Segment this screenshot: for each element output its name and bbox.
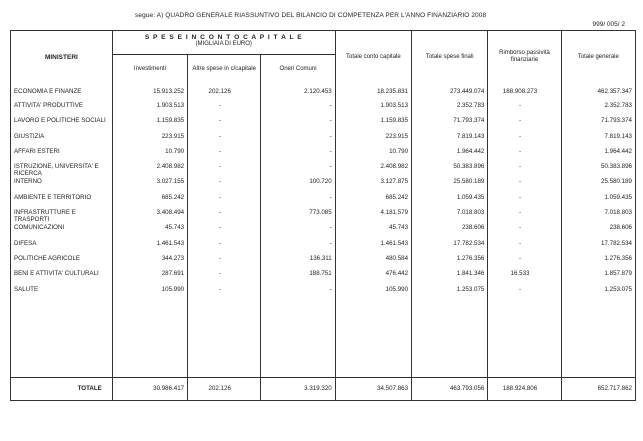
cell-oneri-comuni: 188.751 [261,270,335,285]
row-ministero: SALUTE [11,286,113,301]
header-totale-spese-finali: Totale spese finali [412,31,488,84]
cell-investimenti: 3.027.155 [112,178,187,193]
cell-oneri-comuni: - [261,163,335,178]
cell-investimenti: 10.790 [112,148,187,163]
cell-investimenti: 1.461.543 [112,240,187,255]
cell-totale-conto-capitale: 34.507.863 [335,377,411,400]
table-row [11,117,636,132]
cell-totale-generale: 17.782.534 [561,240,635,255]
cell-totale-generale: 1.964.442 [561,148,635,163]
cell-totale-conto-capitale: 10.790 [335,148,411,163]
row-ministero: COMUNICAZIONI [11,224,113,239]
cell-totale-spese-finali: 1.276.356 [412,255,488,270]
cell-totale-spese-finali: 71.793.374 [412,117,488,132]
cell-totale-conto-capitale: 1.159.835 [335,117,411,132]
cell-oneri-comuni: - [261,117,335,132]
row-ministero: INTERNO [11,178,113,193]
header-spese-conto-capitale [112,31,335,55]
header-group-title: S P E S E I N C O N T O C A P I T A L E [144,34,303,41]
cell-oneri-comuni: - [261,133,335,148]
cell-investimenti: 287.691 [112,270,187,285]
table-row [11,178,636,193]
cell-totale-conto-capitale: 223.915 [335,133,411,148]
cell-totale-spese-finali: 50.383.896 [412,163,488,178]
cell-oneri-comuni: 2.120.453 [261,83,335,102]
cell-totale-spese-finali: 17.782.534 [412,240,488,255]
cell-totale-spese-finali: 238.606 [412,224,488,239]
cell-totale-generale: 1.857.879 [561,270,635,285]
cell-investimenti: 344.273 [112,255,187,270]
table-spacer [11,301,636,378]
spacer-cell [412,301,488,378]
header-investimenti: Investimenti [112,55,187,84]
table-row [11,163,636,178]
table-row [11,148,636,163]
cell-rimborso: - [488,148,561,163]
cell-rimborso: - [488,163,561,178]
row-ministero: ATTIVITA' PRODUTTIVE [11,102,113,117]
cell-totale-spese-finali: 7.018.803 [412,209,488,224]
row-ministero: AMBIENTE E TERRITORIO [11,194,113,209]
cell-altre-spese: - [188,148,261,163]
cell-altre-spese: 202.126 [188,377,261,400]
cell-rimborso: - [488,194,561,209]
cell-oneri-comuni: - [261,102,335,117]
cell-rimborso: - [488,209,561,224]
table-row [11,240,636,255]
table-row [11,255,636,270]
row-ministero: GIUSTIZIA [11,133,113,148]
cell-rimborso: - [488,286,561,301]
cell-oneri-comuni: - [261,224,335,239]
spacer-cell [335,301,411,378]
cell-totale-generale: 1.059.435 [561,194,635,209]
cell-investimenti: 685.242 [112,194,187,209]
row-ministero: ISTRUZIONE, UNIVERSITA' E RICERCA [11,163,113,178]
cell-investimenti: 2.408.982 [112,163,187,178]
cell-totale-generale: 1.276.356 [561,255,635,270]
cell-oneri-comuni: 773.085 [261,209,335,224]
cell-totale-spese-finali: 2.352.783 [412,102,488,117]
header-rimborso-passivita: Rimborso passività finanziarie [488,31,561,84]
header-altre-spese: Altre spese in c/capitale [188,55,261,84]
cell-rimborso: - [488,117,561,132]
cell-oneri-comuni: - [261,286,335,301]
cell-totale-generale: 7.018.803 [561,209,635,224]
cell-totale-spese-finali: 1.253.075 [412,286,488,301]
cell-altre-spese: - [188,178,261,193]
cell-totale-conto-capitale: 3.127.875 [335,178,411,193]
cell-rimborso: - [488,102,561,117]
cell-totale-generale: 652.717.862 [561,377,635,400]
cell-totale-conto-capitale: 18.235.831 [335,83,411,102]
table-body [11,83,636,400]
cell-altre-spese: - [188,240,261,255]
cell-totale-conto-capitale: 480.584 [335,255,411,270]
header-totale-conto-capitale: Totale conto capitale [335,31,411,84]
table-row [11,194,636,209]
cell-oneri-comuni: 3.319.320 [261,377,335,400]
cell-totale-generale: 7.819.143 [561,133,635,148]
cell-totale-conto-capitale: 1.903.513 [335,102,411,117]
cell-altre-spese: - [188,194,261,209]
spacer-cell [188,301,261,378]
cell-totale-conto-capitale: 45.743 [335,224,411,239]
cell-altre-spese: - [188,270,261,285]
cell-totale-conto-capitale: 476.442 [335,270,411,285]
cell-rimborso: - [488,133,561,148]
cell-oneri-comuni: 136.311 [261,255,335,270]
spacer-cell [561,301,635,378]
cell-investimenti: 105.990 [112,286,187,301]
header-oneri-comuni: Oneri Comuni [261,55,335,84]
table-row [11,270,636,285]
cell-investimenti: 1.903.513 [112,102,187,117]
cell-rimborso: - [488,224,561,239]
cell-oneri-comuni: - [261,148,335,163]
cell-altre-spese: - [188,224,261,239]
cell-totale-spese-finali: 1.059.435 [412,194,488,209]
cell-totale-spese-finali: 273.449.074 [412,83,488,102]
cell-investimenti: 223.915 [112,133,187,148]
cell-totale-generale: 25.580.189 [561,178,635,193]
row-ministero: LAVORO E POLITICHE SOCIALI [11,117,113,132]
cell-rimborso: 188.908.273 [488,83,561,102]
cell-oneri-comuni: - [261,240,335,255]
cell-totale-conto-capitale: 2.408.982 [335,163,411,178]
cell-investimenti: 3.408.494 [112,209,187,224]
cell-oneri-comuni: 100.720 [261,178,335,193]
cell-altre-spese: - [188,286,261,301]
cell-totale-generale: 71.793.374 [561,117,635,132]
spacer-cell [112,301,187,378]
header-ministeri: MINISTERI [11,31,113,84]
header-totale-generale: Totale generale [561,31,635,84]
cell-altre-spese: - [188,133,261,148]
cell-totale-spese-finali: 1.964.442 [412,148,488,163]
cell-totale-generale: 2.352.783 [561,102,635,117]
cell-investimenti: 30.986.417 [112,377,187,400]
row-ministero: POLITICHE AGRICOLE [11,255,113,270]
cell-totale-generale: 50.383.896 [561,163,635,178]
cell-altre-spese: - [188,102,261,117]
cell-altre-spese: - [188,209,261,224]
cell-totale-spese-finali: 7.819.143 [412,133,488,148]
table-row [11,133,636,148]
cell-rimborso: - [488,178,561,193]
cell-totale-conto-capitale: 105.990 [335,286,411,301]
header-group-unit: (MIGLIAIA DI EURO) [195,41,252,47]
cell-investimenti: 45.743 [112,224,187,239]
cell-rimborso: - [488,240,561,255]
cell-altre-spese: - [188,163,261,178]
row-ministero: DIFESA [11,240,113,255]
cell-oneri-comuni: - [261,194,335,209]
spacer-cell [11,301,113,378]
cell-totale-generale: 1.253.075 [561,286,635,301]
cell-totale-generale: 238.606 [561,224,635,239]
document-title: segue: A) QUADRO GENERALE RIASSUNTIVO DEL BILANCIO DI COMPETENZA PER L'ANNO FINANZIARIO 2008 [135,12,487,19]
row-ministero: BENI E ATTIVITA' CULTURALI [11,270,113,285]
table-row [11,83,636,102]
cell-altre-spese: - [188,255,261,270]
budget-table [10,30,636,401]
cell-altre-spese: - [188,117,261,132]
spacer-cell [261,301,335,378]
row-ministero: INFRASTRUTTURE E TRASPORTI [11,209,113,224]
table-row [11,209,636,224]
cell-totale-spese-finali: 1.841.346 [412,270,488,285]
cell-rimborso: - [488,255,561,270]
table-row [11,102,636,117]
cell-totale-conto-capitale: 4.181.579 [335,209,411,224]
row-ministero: TOTALE [11,377,113,400]
table-row [11,286,636,301]
cell-rimborso: 188.924.806 [488,377,561,400]
row-ministero: ECONOMIA E FINANZE [11,83,113,102]
cell-totale-conto-capitale: 1.461.543 [335,240,411,255]
cell-rimborso: 16.533 [488,270,561,285]
cell-altre-spese: 202.126 [188,83,261,102]
cell-totale-conto-capitale: 685.242 [335,194,411,209]
table-row [11,224,636,239]
cell-totale-generale: 462.357.347 [561,83,635,102]
spacer-cell [488,301,561,378]
cell-investimenti: 1.159.835 [112,117,187,132]
cell-investimenti: 15.913.252 [112,83,187,102]
row-ministero: AFFARI ESTERI [11,148,113,163]
cell-totale-spese-finali: 25.580.189 [412,178,488,193]
document-code: 999/ 005/ 2 [592,21,625,28]
cell-totale-spese-finali: 463.793.056 [412,377,488,400]
table-row [11,377,636,400]
